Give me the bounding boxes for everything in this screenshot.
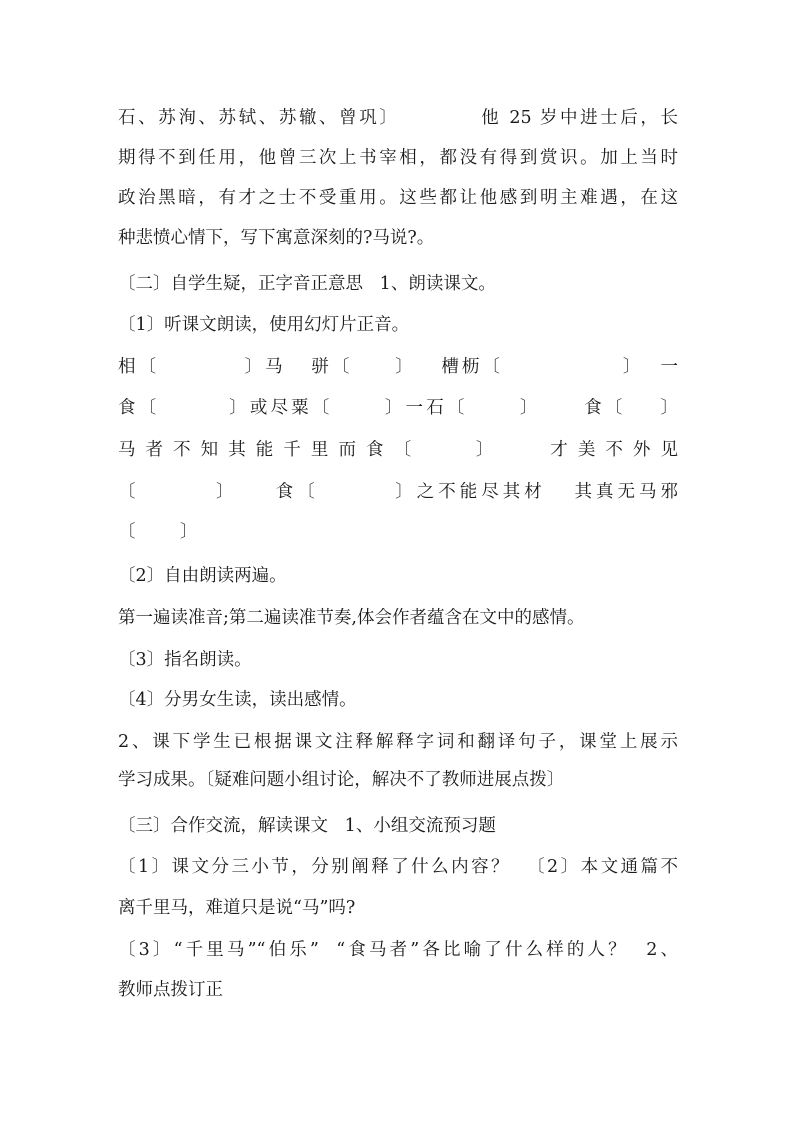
text-line-22: 教师点拨订正: [118, 980, 223, 1000]
text-line-19: 〔1〕课文分三小节，分别阐释了什么内容？ 〔2〕本文通篇不: [118, 857, 678, 877]
text-line-1: 石、苏洵、苏轼、苏辙、曾巩〕 他 25 岁中进士后，长: [118, 108, 678, 128]
text-line-12: 〔2〕自由朗读两遍。: [118, 566, 287, 586]
text-line-15: 〔4〕分男女生读，读出感情。: [118, 690, 357, 710]
pinyin-blank-line-3: 马 者 不 知 其 能 千 里 而 食 〔 〕 才 美 不 外 见: [118, 440, 678, 460]
pinyin-blank-line-1: 相〔 〕马 骈〔 〕 槽枥〔 〕 一: [118, 357, 678, 377]
section-heading-2: 〔二〕自学生疑，正字音正意思 1、朗读课文。: [118, 274, 496, 294]
text-line-4: 种悲愤心情下，写下寓意深刻的?马说?。: [118, 228, 435, 248]
section-heading-3: 〔三〕合作交流，解读课文 1、小组交流预习题: [118, 816, 496, 836]
text-line-6: 〔1〕听课文朗读，使用幻灯片正音。: [118, 315, 410, 335]
text-line-20: 离千里马，难道只是说“马”吗?: [118, 898, 356, 918]
text-line-21: 〔3〕“千里马”“伯乐” “食马者”各比喻了什么样的人？ 2、: [118, 940, 678, 960]
text-line-3: 政治黑暗，有才之士不受重用。这些都让他感到明主难遇，在这: [118, 188, 678, 208]
text-line-2: 期得不到任用，他曾三次上书宰相，都没有得到赏识。加上当时: [118, 148, 678, 168]
text-line-16: 2、课下学生已根据课文注释解释字词和翻译句子，课堂上展示: [118, 732, 678, 752]
text-line-17: 学习成果。〔疑难问题小组讨论，解决不了教师进展点拨〕: [118, 770, 565, 790]
text-line-14: 〔3〕指名朗读。: [118, 650, 252, 670]
pinyin-blank-line-5: 〔 〕: [118, 522, 198, 542]
pinyin-blank-line-4: 〔 〕 食〔 〕之不能尽其材 其真无马邪: [118, 482, 678, 502]
text-line-13: 第一遍读准音;第二遍读准节奏,体会作者蕴含在文中的感情。: [118, 608, 585, 628]
pinyin-blank-line-2: 食〔 〕或尽粟〔 〕一石〔 〕 食〔 〕: [118, 398, 678, 418]
